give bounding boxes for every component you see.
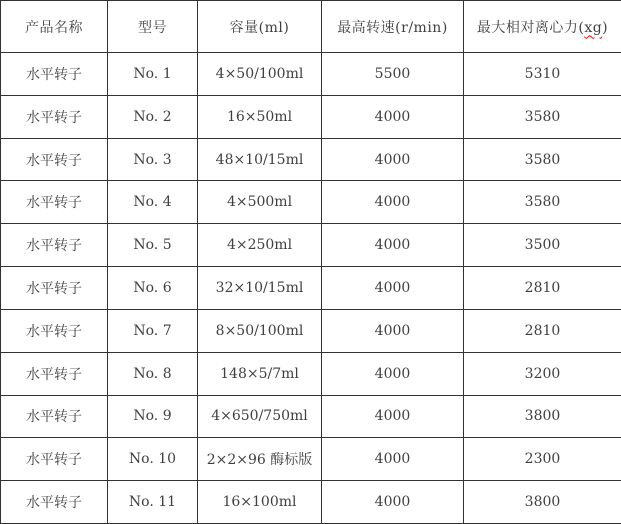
table-row [1, 138, 621, 181]
table-row [1, 181, 621, 224]
cell-capacity: 4×500ml [198, 181, 322, 224]
cell-speed: 4000 [322, 138, 464, 181]
cell-product: 水平转子 [1, 138, 108, 181]
table-row [1, 53, 621, 96]
cell-model: No. 4 [108, 181, 198, 224]
table-body [1, 53, 621, 524]
cell-capacity: 4×50/100ml [198, 53, 322, 96]
cell-product: 水平转子 [1, 181, 108, 224]
column-header-force-unit: xg [584, 19, 603, 36]
cell-model: No. 9 [108, 395, 198, 438]
column-header-force-suffix: ) [602, 19, 609, 36]
column-header-force-prefix: 最大相对离心力( [476, 19, 585, 36]
cell-speed: 5500 [322, 53, 464, 96]
cell-force: 2300 [464, 438, 621, 481]
cell-capacity: 16×50ml [198, 95, 322, 138]
cell-capacity: 48×10/15ml [198, 138, 322, 181]
cell-product: 水平转子 [1, 95, 108, 138]
cell-force: 2810 [464, 267, 621, 310]
cell-force: 3580 [464, 181, 621, 224]
cell-force: 3800 [464, 395, 621, 438]
column-header-speed: 最高转速(r/min) [322, 1, 464, 53]
cell-product: 水平转子 [1, 352, 108, 395]
column-header-product: 产品名称 [1, 1, 108, 53]
cell-speed: 4000 [322, 181, 464, 224]
table-row [1, 95, 621, 138]
cell-capacity: 4×250ml [198, 224, 322, 267]
cell-model: No. 2 [108, 95, 198, 138]
table-row [1, 267, 621, 310]
cell-force: 3800 [464, 481, 621, 524]
table-row [1, 438, 621, 481]
cell-capacity: 148×5/7ml [198, 352, 322, 395]
cell-product: 水平转子 [1, 224, 108, 267]
cell-capacity: 16×100ml [198, 481, 322, 524]
cell-capacity: 4×650/750ml [198, 395, 322, 438]
cell-speed: 4000 [322, 438, 464, 481]
cell-model: No. 8 [108, 352, 198, 395]
cell-product: 水平转子 [1, 481, 108, 524]
cell-capacity: 2×2×96 酶标版 [198, 438, 322, 481]
cell-model: No. 3 [108, 138, 198, 181]
cell-speed: 4000 [322, 395, 464, 438]
cell-speed: 4000 [322, 224, 464, 267]
table-row [1, 309, 621, 352]
cell-force: 3580 [464, 95, 621, 138]
table-header [1, 1, 621, 53]
cell-product: 水平转子 [1, 53, 108, 96]
cell-speed: 4000 [322, 95, 464, 138]
cell-speed: 4000 [322, 309, 464, 352]
cell-model: No. 5 [108, 224, 198, 267]
column-header-capacity: 容量(ml) [198, 1, 322, 53]
column-header-model: 型号 [108, 1, 198, 53]
cell-product: 水平转子 [1, 395, 108, 438]
cell-product: 水平转子 [1, 438, 108, 481]
cell-speed: 4000 [322, 481, 464, 524]
cell-product: 水平转子 [1, 267, 108, 310]
cell-force: 3580 [464, 138, 621, 181]
cell-force: 3200 [464, 352, 621, 395]
table-row [1, 224, 621, 267]
cell-capacity: 8×50/100ml [198, 309, 322, 352]
cell-capacity: 32×10/15ml [198, 267, 322, 310]
cell-force: 2810 [464, 309, 621, 352]
cell-speed: 4000 [322, 352, 464, 395]
table-row [1, 395, 621, 438]
cell-model: No. 1 [108, 53, 198, 96]
table-row [1, 352, 621, 395]
cell-model: No. 7 [108, 309, 198, 352]
table-row [1, 481, 621, 524]
cell-model: No. 6 [108, 267, 198, 310]
column-header-force [464, 1, 621, 53]
cell-force: 5310 [464, 53, 621, 96]
cell-model: No. 11 [108, 481, 198, 524]
cell-model: No. 10 [108, 438, 198, 481]
cell-speed: 4000 [322, 267, 464, 310]
cell-product: 水平转子 [1, 309, 108, 352]
cell-force: 3500 [464, 224, 621, 267]
header-row [1, 1, 621, 53]
